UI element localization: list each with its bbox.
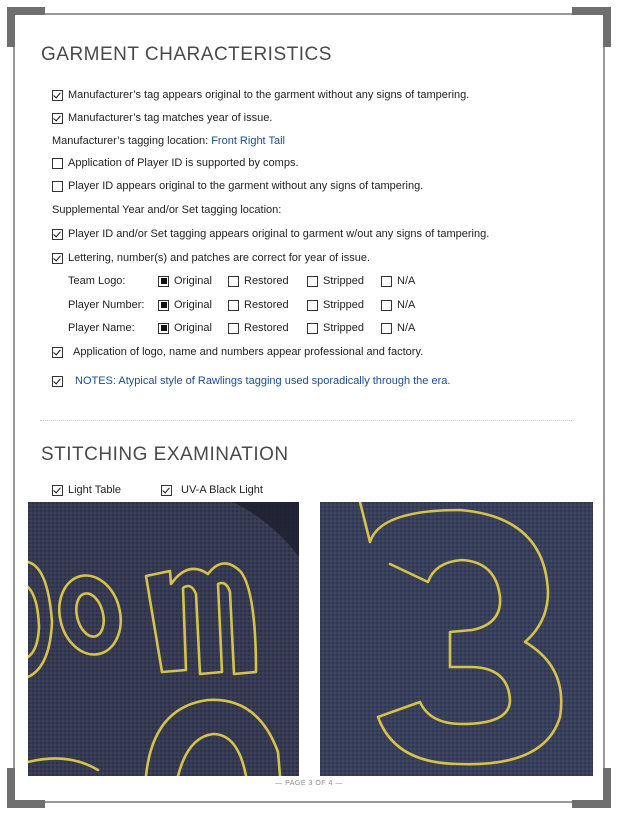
checklist-item-player-id-comps[interactable]	[52, 157, 299, 169]
checkbox-checked[interactable]	[52, 113, 63, 124]
option-label: Original	[174, 299, 212, 311]
option-label: Stripped	[323, 322, 364, 334]
checklist-item-label: Application of logo, name and numbers appear professional and factory.	[73, 346, 424, 358]
checkbox-light-table[interactable]	[52, 484, 121, 496]
grid-row-label: Team Logo:	[68, 275, 126, 287]
frame-rule-left	[13, 47, 15, 768]
checkbox-unchecked[interactable]	[381, 300, 392, 311]
checkbox-checked[interactable]	[161, 485, 172, 496]
checkbox-checked[interactable]	[52, 90, 63, 101]
option-original[interactable]	[158, 275, 212, 287]
grid-row-label: Player Number:	[68, 299, 145, 311]
supplemental-location-row	[52, 204, 281, 216]
option-restored[interactable]	[228, 322, 289, 334]
option-na[interactable]	[381, 322, 415, 334]
checkbox-unchecked[interactable]	[381, 276, 392, 287]
tagging-location-row	[52, 135, 285, 147]
checkbox-unchecked[interactable]	[228, 276, 239, 287]
corner-bracket-top-right-v	[603, 7, 611, 47]
option-na[interactable]	[381, 299, 415, 311]
notes-row[interactable]	[52, 375, 450, 387]
checkbox-unchecked[interactable]	[52, 158, 63, 169]
checkbox-checked[interactable]	[52, 347, 63, 358]
stitching-photo-logo	[28, 502, 299, 776]
option-original[interactable]	[158, 322, 212, 334]
checkbox-unchecked[interactable]	[381, 323, 392, 334]
checkbox-checked[interactable]	[52, 485, 63, 496]
option-original[interactable]	[158, 299, 212, 311]
frame-rule-right	[603, 47, 605, 768]
grid-row-label: Player Name:	[68, 322, 135, 334]
option-stripped[interactable]	[307, 275, 364, 287]
checklist-item-application[interactable]	[52, 346, 423, 358]
option-stripped[interactable]	[307, 322, 364, 334]
option-label: Stripped	[323, 299, 364, 311]
option-restored[interactable]	[228, 299, 289, 311]
option-na[interactable]	[381, 275, 415, 287]
checklist-item-label: Lettering, number(s) and patches are correct for year of issue.	[68, 252, 371, 264]
checkbox-checked[interactable]	[52, 253, 63, 264]
checklist-item-lettering[interactable]	[52, 252, 370, 264]
checkbox-filled[interactable]	[158, 323, 169, 334]
section-divider	[40, 420, 572, 421]
checkbox-checked[interactable]	[52, 229, 63, 240]
checklist-item-player-id-original[interactable]	[52, 180, 423, 192]
option-label: N/A	[397, 322, 416, 334]
supplemental-location-label: Supplemental Year and/or Set tagging location:	[52, 204, 282, 216]
option-restored[interactable]	[228, 275, 289, 287]
checklist-item-label: Manufacturer’s tag matches year of issue.	[68, 112, 273, 124]
option-label: Stripped	[323, 275, 364, 287]
frame-rule-top	[45, 13, 572, 15]
checklist-item-label: Manufacturer’s tag appears original to the garment without any signs of tampering.	[68, 89, 470, 101]
option-label: Restored	[244, 299, 289, 311]
page-footer: — PAGE 3 OF 4 —	[275, 780, 343, 787]
checkbox-uv-light[interactable]	[161, 484, 263, 496]
corner-bracket-bottom-left-v	[7, 768, 15, 808]
checkbox-unchecked[interactable]	[228, 323, 239, 334]
corner-bracket-bottom-right-v	[603, 768, 611, 808]
checkbox-filled[interactable]	[158, 300, 169, 311]
checklist-item-tag-year[interactable]	[52, 112, 272, 124]
stitching-section-title: STITCHING EXAMINATION	[41, 444, 289, 465]
checklist-item-label: Player ID appears original to the garment without any signs of tampering.	[68, 180, 424, 192]
corner-bracket-top-left-v	[7, 7, 15, 47]
checklist-item-set-tagging[interactable]	[52, 228, 489, 240]
option-label: N/A	[397, 275, 416, 287]
option-label: Original	[174, 275, 212, 287]
frame-rule-bottom	[45, 801, 572, 803]
option-label: Restored	[244, 275, 289, 287]
checkbox-label: UV-A Black Light	[181, 484, 263, 496]
checklist-item-label: Player ID and/or Set tagging appears original to garment w/out any signs of tampering.	[68, 228, 490, 240]
checklist-item-tag-original[interactable]	[52, 89, 469, 101]
checkbox-label: Light Table	[68, 484, 122, 496]
stitching-photo-number	[320, 502, 593, 776]
checklist-item-label: Application of Player ID is supported by comps.	[68, 157, 299, 169]
checkbox-unchecked[interactable]	[307, 323, 318, 334]
tagging-location-label: Manufacturer’s tagging location:	[52, 135, 209, 147]
option-label: N/A	[397, 299, 416, 311]
garment-section-title: GARMENT CHARACTERISTICS	[41, 44, 332, 65]
checkbox-unchecked[interactable]	[307, 300, 318, 311]
option-label: Original	[174, 322, 212, 334]
tagging-location-value: Front Right Tail	[211, 135, 285, 147]
option-label: Restored	[244, 322, 289, 334]
checkbox-checked[interactable]	[52, 376, 63, 387]
checkbox-unchecked[interactable]	[228, 300, 239, 311]
checkbox-filled[interactable]	[158, 276, 169, 287]
checkbox-unchecked[interactable]	[52, 181, 63, 192]
checkbox-unchecked[interactable]	[307, 276, 318, 287]
notes-text: NOTES: Atypical style of Rawlings tagging used sporadically through the era.	[75, 375, 451, 387]
option-stripped[interactable]	[307, 299, 364, 311]
